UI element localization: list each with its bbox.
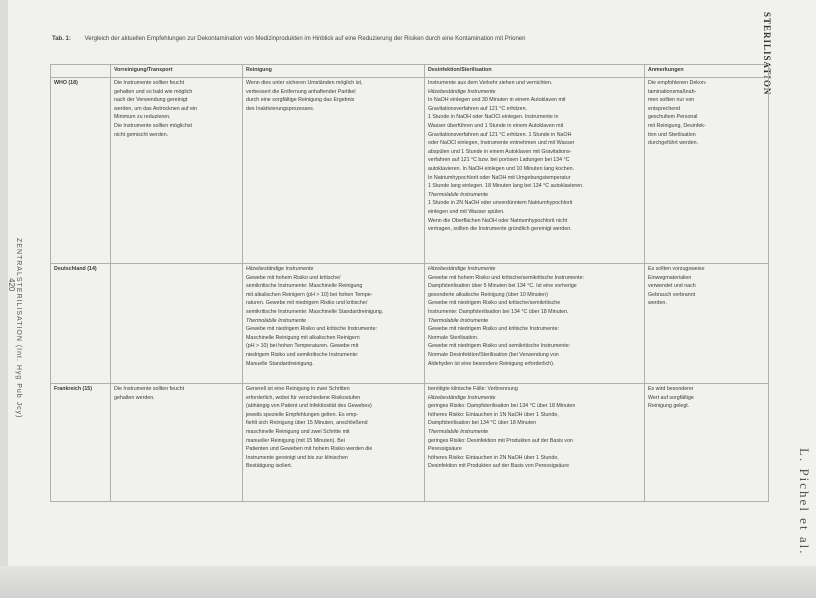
- cell-text-line: raturen. Gewebe mit niedrigem Risiko und kritische/: [246, 300, 368, 307]
- comparison-table: [50, 64, 769, 502]
- cell-text-line: höheres Risiko: Eintauchen in 1N NaOH über 1 Stunde,: [428, 411, 559, 418]
- cell-text-line: gesonderte alkalische Reinigung (über 10 Minuten): [428, 291, 548, 298]
- cell-text-line: Gewebe mit niedrigem Risiko und semikritische Instrumente:: [428, 343, 571, 350]
- cell-text-line: semikritische Instrumente: Maschinelle Standardreinigung.: [246, 308, 384, 315]
- table-cell-col4: [645, 78, 769, 264]
- cell-text-line: 1 Stunde in NaOH oder NaOCl einlegen. Instrumente in: [428, 114, 559, 121]
- cell-subheading: Hitzebeständige Instrumente: [428, 394, 496, 401]
- scan-bottom-margin: [0, 566, 816, 598]
- cell-text-line: geschultem Personal: [648, 114, 698, 121]
- cell-text-line: Aldehyden ist eine besondere Reinigung erforderlich).: [428, 360, 555, 367]
- cell-text-line: Gewebe mit niedrigem Risiko und kritische Instrumente:: [428, 326, 560, 333]
- cell-text-line: Gewebe mit hohem Risiko und kritische/: [246, 274, 341, 281]
- table-row: [51, 264, 769, 384]
- cell-text-line: Patienten und Geweben mit hohem Risiko werden die: [246, 446, 373, 453]
- cell-text-line: maschinelle Reinigung und zwei Schritte mit: [246, 428, 350, 435]
- cell-text-line: Wenn die Oberflächen NaOH oder Natriumhypochlorit nicht: [428, 217, 568, 224]
- cell-text-line: fiehlt sich Reinigung über 15 Minuten, anschließend: [246, 420, 368, 427]
- cell-text-line: nach der Verwendung gereinigt: [114, 97, 188, 104]
- cell-text-line: Peressigsäure: [428, 446, 462, 453]
- page-number: 420: [7, 278, 16, 292]
- table-cell-col1: [111, 264, 243, 384]
- cell-text-line: Einwegmaterialien: [648, 274, 692, 281]
- table-cell-col3: [425, 78, 645, 264]
- cell-text-line: Generell ist eine Reinigung in zwei Schritten: [246, 386, 350, 392]
- table-cell-col2: [243, 78, 425, 264]
- cell-text-line: manueller Reinigung (mit 15 Minuten). Bei: [246, 437, 345, 444]
- caption-label: Tab. 1:: [52, 36, 71, 42]
- table-row: [51, 78, 769, 264]
- cell-text-line: werden.: [648, 300, 667, 307]
- cell-text-line: Dampfsterilisation bei 134 °C über 18 Minuten: [428, 420, 537, 427]
- cell-text-line: In NaOH einlegen und 30 Minuten in einem Autoklaven mit: [428, 97, 566, 104]
- cell-text-line: entsprechend: [648, 105, 681, 112]
- table-cell-col3: [425, 264, 645, 384]
- cell-text-line: verfahren auf 121 °C bzw. bei porösen Ladungen bei 134 °C: [428, 157, 570, 164]
- cell-text-line: benötigte klinische Fälle: Verbrennung: [428, 386, 518, 392]
- cell-text-line: (pH > 10) bei hohen Temperaturen. Gewebe mit: [246, 343, 359, 350]
- cell-subheading: Thermolabile Instrumente: [246, 317, 307, 324]
- cell-text-line: Normale Desinfektion/Sterilisation (bei Verwendung von: [428, 351, 559, 358]
- cell-text-line: (abhängig von Patient und Infektiosität des Gewebes): [246, 403, 372, 410]
- table-cell-col1: [111, 78, 243, 264]
- cell-text-line: Instrumente: Dampfsterilisation bei 134 °C über 18 Minuten.: [428, 308, 569, 315]
- cell-text-line: Wenn dies unter sicheren Umständen möglich ist,: [246, 80, 363, 86]
- cell-text-line: Reinigung gelegt.: [648, 403, 690, 410]
- cell-text-line: Desinfektion mit Produkten auf der Basis von Peressigsäure: [428, 463, 570, 470]
- table-cell-col2: [243, 384, 425, 502]
- cell-text-line: Wasser überführen und 1 Stunde in einem Autoklaven mit: [428, 122, 564, 129]
- cell-text-line: Es sollten vorzugsweise: [648, 266, 705, 272]
- cell-text-line: 1 Stunde lang einlegen. 18 Minuten lang bei 134 °C autoklavieren.: [428, 183, 584, 190]
- cell-text-line: verwendet und nach: [648, 283, 696, 290]
- cell-text-line: Gravitationsverfahren auf 121 °C erhitzen.: [428, 105, 527, 112]
- cell-text-line: Gewebe mit hohem Risiko und kritische/semikritische Instrumente:: [428, 274, 585, 281]
- table-cell-col2: [243, 264, 425, 384]
- cell-subheading: Hitzebeständige Instrumente: [246, 266, 314, 272]
- cell-text-line: Instrumente aus dem Verkehr ziehen und vernichten.: [428, 80, 553, 86]
- cell-text-line: semikritische Instrumente: Maschinelle Reinigung: [246, 283, 363, 290]
- cell-text-line: Gebrauch verbrannt: [648, 291, 696, 298]
- cell-text-line: 1 Stunde in 2N NaOH oder unverdünntem Natriumhypochlorit: [428, 200, 573, 207]
- column-header: Reinigung: [243, 65, 425, 78]
- cell-text-line: jeweils spezielle Empfehlungen gelten. Es emp-: [246, 411, 359, 418]
- cell-text-line: taminationsmaßnah-: [648, 88, 697, 95]
- column-header: Anmerkungen: [645, 65, 769, 78]
- cell-text-line: Die empfohlenen Dekon-: [648, 80, 707, 86]
- cell-text-line: verbessert die Entfernung anhaftender Partikel: [246, 88, 356, 95]
- author-running-head: L. Pichel et al.: [797, 448, 812, 556]
- cell-text-line: mit Reinigung, Desinfek-: [648, 122, 706, 129]
- cell-text-line: gehalten und so bald wie möglich: [114, 88, 193, 95]
- caption-text: Vergleich der aktuellen Empfehlungen zur Dekontamination von Medizinprodukten im Hinblick auf eine Reduzierung der Risiken durch eine Kontamination mit Prionen: [84, 36, 526, 42]
- cell-text-line: abspülen und 1 Stunde in einem Autoklaven mit Gravitations-: [428, 148, 572, 155]
- cell-text-line: autoklavieren. In NaOH einlegen und 10 Minuten lang kochen.: [428, 165, 575, 172]
- table-cell-col3: [425, 384, 645, 502]
- table-row: [51, 384, 769, 502]
- cell-subheading: Hitzebeständige Instrumente: [428, 88, 496, 95]
- cell-text-line: Bestätigung isoliert.: [246, 463, 293, 470]
- cell-text-line: Gewebe mit niedrigem Risiko und kritische Instrumente:: [246, 326, 378, 333]
- cell-text-line: erforderlich, wobei für verschiedene Risikostufen: [246, 394, 361, 401]
- cell-text-line: Gravitationsverfahren auf 121 °C erhitzen. 1 Stunde in NaOH: [428, 131, 572, 138]
- cell-text-line: niedrigem Risiko und semikritische Instrumente:: [246, 351, 359, 358]
- cell-text-line: Die Instrumente sollten möglichst: [114, 122, 193, 129]
- cell-text-line: einlegen und mit Wasser spülen.: [428, 208, 505, 215]
- cell-text-line: Instrumente gereinigt und bis zur klinischen: [246, 454, 348, 461]
- cell-text-line: Normale Sterilisation.: [428, 334, 479, 341]
- cell-subheading: Thermolabile Instrumente: [428, 317, 489, 324]
- row-country: WHO (18): [51, 78, 111, 264]
- cell-text-line: oder NaOCl einlegen, Instrumente entnehmen und mit Wasser: [428, 140, 575, 147]
- cell-text-line: durchgeführt werden.: [648, 140, 699, 147]
- column-header: Desinfektion/Sterilisation: [425, 65, 645, 78]
- table-cell-col4: [645, 264, 769, 384]
- cell-text-line: men sollten nur von: [648, 97, 695, 104]
- cell-subheading: Thermolabile Instrumente: [428, 428, 489, 435]
- table-header-row: [51, 65, 769, 78]
- row-country: Frankreich (15): [51, 384, 111, 502]
- row-country: Deutschland (14): [51, 264, 111, 384]
- cell-text-line: Manuelle Standardreinigung.: [246, 360, 314, 367]
- cell-text-line: mit alkalischen Reinigern (pH > 10) bei hohen Tempe-: [246, 291, 373, 298]
- cell-text-line: In Natriumhypochlorit oder NaOH mit Umgebungstemperatur: [428, 174, 571, 181]
- cell-text-line: nicht gemischt werden.: [114, 131, 169, 138]
- cell-text-line: Dampfsterilisation über 5 Minuten bei 134 °C. Ist eine vorherige: [428, 283, 577, 290]
- column-header: Vorreinigung/Transport: [111, 65, 243, 78]
- journal-mark: STERILISATION: [762, 12, 772, 96]
- cell-text-line: tion und Sterilisation: [648, 131, 696, 138]
- cell-text-line: gehalten werden.: [114, 394, 155, 401]
- table-cell-col1: [111, 384, 243, 502]
- cell-subheading: Thermolabile Instrumente: [428, 191, 489, 198]
- cell-text-line: werden, um das Antrocknen auf ein: [114, 105, 198, 112]
- cell-text-line: Es wird besonderer: [648, 386, 694, 392]
- cell-text-line: Die Instrumente sollten feucht: [114, 80, 185, 86]
- cell-text-line: Wert auf sorgfältige: [648, 394, 694, 401]
- cell-text-line: höheres Risiko: Eintauchen in 2N NaOH über 1 Stunde,: [428, 454, 559, 461]
- cell-text-line: Maschinelle Reinigung mit alkalischen Reinigern: [246, 334, 360, 341]
- cell-text-line: Die Instrumente sollten feucht: [114, 386, 185, 392]
- cell-subheading: Hitzebeständige Instrumente: [428, 266, 496, 272]
- column-header: [51, 65, 111, 78]
- cell-text-line: Minimum zu reduzieren.: [114, 114, 171, 121]
- table-caption: [52, 36, 525, 42]
- cell-text-line: vertragen, sollten die Instrumente gründlich gereinigt werden.: [428, 226, 572, 233]
- cell-text-line: des Inaktivierungsprozesses.: [246, 105, 315, 112]
- cell-text-line: geringes Risiko: Dampfsterilisation bei 134 °C über 18 Minuten: [428, 403, 576, 410]
- running-head-left: ZENTRALSTERILISATION (Int. Hyg Pub Jcy): [15, 238, 22, 419]
- cell-text-line: durch eine sorgfältige Reinigung das Ergebnis: [246, 97, 355, 104]
- cell-text-line: geringes Risiko: Desinfektion mit Produkten auf der Basis von: [428, 437, 573, 444]
- cell-text-line: Gewebe mit niedrigem Risiko und kritische/semikritische: [428, 300, 561, 307]
- table-cell-col4: [645, 384, 769, 502]
